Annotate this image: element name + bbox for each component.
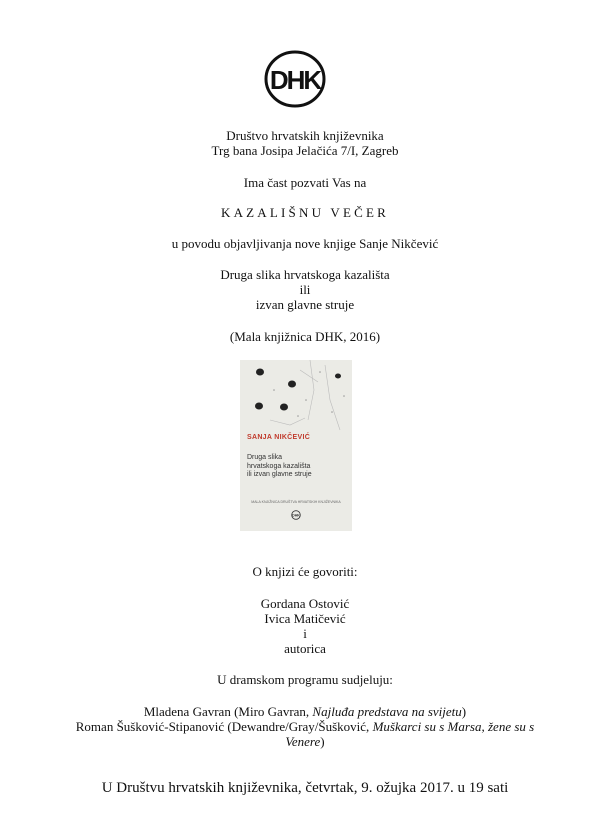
paren-close: ) [461,704,467,719]
book-title-line3: izvan glavne struje [255,297,355,312]
org-address: Trg bana Josipa Jelačića 7/I, Zagreb [211,143,399,158]
org-name: Društvo hrvatskih književnika [226,128,384,143]
cover-title-line1: Druga slika [247,454,283,461]
dhk-logo-icon [264,50,326,108]
speakers-conj: i [303,626,307,641]
performer-name: Mladena Gavran (Miro Gavran, [143,704,313,719]
event-venue-date: U Društvu hrvatskih književnika, četvrtak, 9. ožujka 2017. u 19 sati [101,780,509,796]
program-line-2 [0,719,610,734]
play-title: Najluđa predstava na svijetu [312,704,462,719]
speaker-author: autorica [284,641,326,656]
speaker-name: Ivica Matičević [264,611,346,626]
cover-author: SANJA NIKČEVIĆ [247,434,311,441]
book-cover-image [240,360,352,531]
invite-text: Ima čast pozvati Vas na [243,175,367,190]
cover-title-line2: hrvatskoga kazališta [247,462,311,470]
book-title-line1: Druga slika hrvatskoga kazališta [220,267,390,282]
performer-name: Roman Šušković-Stipanović (Dewandre/Gray/Šušković, [75,719,373,734]
cover-title [247,454,347,480]
cover-logo-icon [291,510,301,520]
program-heading: U dramskom programu sudjeluju: [217,672,393,687]
book-edition: (Mala knjižnica DHK, 2016) [229,329,381,344]
play-title-cont: Venere [285,734,321,749]
cover-series: MALA KNJIŽNICA DRUŠTVA HRVATSKIH KNJIŽEVNIKA [251,500,341,504]
event-title: KAZALIŠNU VEČER [220,205,389,220]
program-line-3 [0,734,610,749]
speakers-heading: O knjizi će govoriti: [252,564,358,579]
cover-texture [240,360,352,531]
occasion-text: u povodu objavljivanja nove knjige Sanje Nikčević [171,236,439,251]
logo-text: DHK [269,65,321,95]
speaker-name: Gordana Ostović [260,596,350,611]
cover-title-line3: ili izvan glavne struje [247,471,312,478]
cover-logo-text: DHK [292,513,300,518]
play-title: Muškarci su s Marsa, žene su s [372,719,535,734]
book-title-line2: ili [299,282,311,297]
paren-close: ) [320,734,325,749]
program-line-1 [0,704,610,719]
